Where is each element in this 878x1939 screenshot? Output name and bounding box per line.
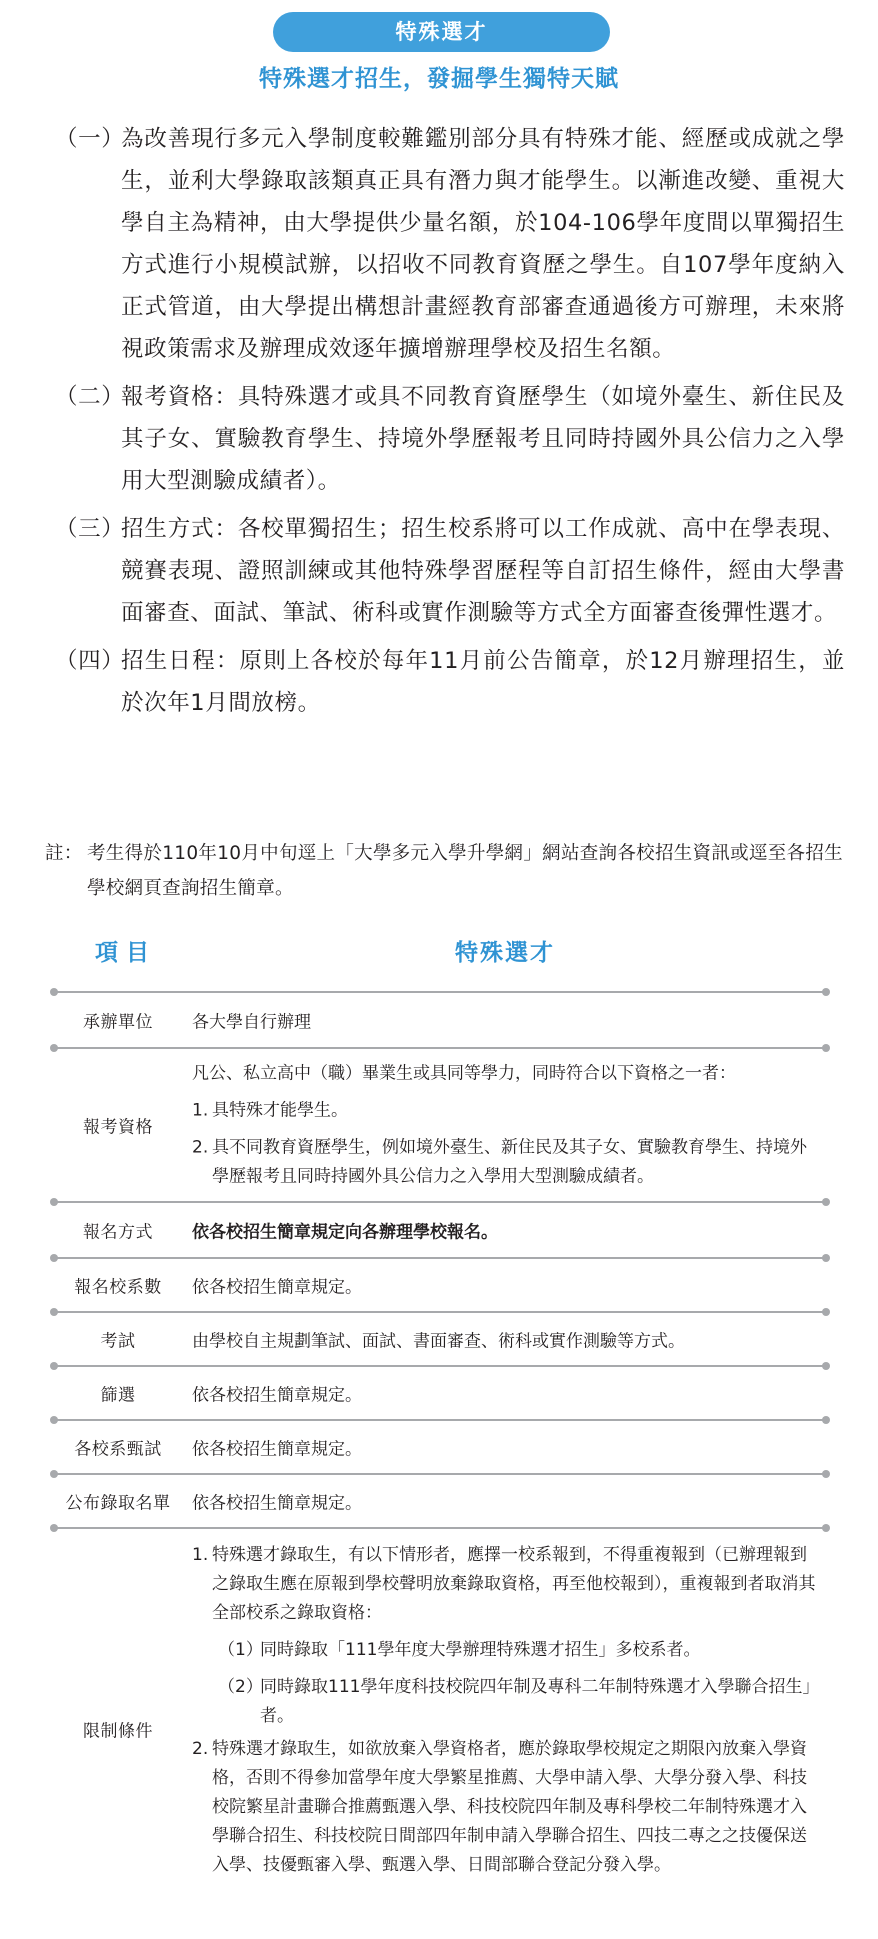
- row-label: 篩選: [100, 1385, 136, 1406]
- table-row-eligibility: [54, 1049, 826, 1201]
- intro-item: [55, 376, 845, 502]
- table-row-count: [54, 1259, 826, 1311]
- sub-list-item: [218, 1673, 822, 1731]
- list-item-text: 具特殊才能學生。: [212, 1100, 348, 1121]
- row-value: 依各校招生簡章規定向各辦理學校報名。: [192, 1222, 498, 1243]
- table-row-limits: [54, 1529, 826, 1929]
- row-label: 各校系甄試: [74, 1439, 162, 1460]
- intro-list: [55, 118, 845, 730]
- page-subtitle: 特殊選才招生，發掘學生獨特天賦: [259, 66, 619, 92]
- footnote-label: 註：: [45, 843, 83, 864]
- list-item: [192, 1541, 822, 1628]
- row-value: 由學校自主規劃筆試、面試、書面審查、術科或實作測驗等方式。: [192, 1331, 685, 1352]
- list-item-text: 特殊選才錄取生，有以下情形者，應擇一校系報到，不得重複報到（已辦理報到之錄取生應在原報到學校聲明放棄錄取資格，再至他校報到），重複報到者取消其全部校系之錄取資格：: [212, 1545, 816, 1623]
- row-value: 依各校招生簡章規定。: [192, 1385, 362, 1406]
- row-value: [192, 1059, 822, 1192]
- intro-item-text: 招生日程：原則上各校於每年11月前公告簡章，於12月辦理招生，並於次年1月間放榜。: [121, 648, 845, 716]
- list-item-number: 2.: [192, 1739, 209, 1759]
- row-label: 報考資格: [83, 1117, 153, 1138]
- row-label: 考試: [100, 1331, 136, 1352]
- sub-item-number: （1）: [218, 1640, 263, 1660]
- intro-item: [55, 118, 845, 370]
- list-item-number: 1.: [192, 1100, 209, 1121]
- intro-item-text: 招生方式：各校單獨招生；招生校系將可以工作成就、高中在學表現、競賽表現、證照訓練或其他特殊學習歷程等自訂招生條件，經由大學書面審查、面試、筆試、術科或實作測驗等方式全方面審查後彈性選才。: [121, 516, 845, 626]
- table-row-screen: [54, 1367, 826, 1419]
- row-value: 依各校招生簡章規定。: [192, 1493, 362, 1514]
- list-item-number: 1.: [192, 1545, 209, 1565]
- table-header-item: 項目: [95, 940, 157, 966]
- table-header-title: 特殊選才: [455, 940, 555, 966]
- footnote-text: 考生得於110年10月中旬逕上「大學多元入學升學網」網站查詢各校招生資訊或逕至各招生學校網頁查詢招生簡章。: [87, 843, 843, 899]
- sub-item-text: 同時錄取「111學年度大學辦理特殊選才招生」多校系者。: [260, 1640, 701, 1660]
- row-value: [192, 1541, 822, 1880]
- section-title-pill: 特殊選才: [273, 12, 610, 52]
- row-label: 報名校系數: [74, 1277, 162, 1298]
- eligibility-lead: 凡公、私立高中（職）畢業生或具同等學力，同時符合以下資格之一者：: [192, 1063, 736, 1084]
- row-value: 各大學自行辦理: [192, 1012, 311, 1033]
- table-row-organizer: [54, 993, 826, 1047]
- row-label: 承辦單位: [83, 1012, 153, 1033]
- footnote: [45, 836, 845, 906]
- table-header: [0, 934, 878, 974]
- table-row-apply: [54, 1203, 826, 1257]
- intro-item-number: （一）: [55, 126, 125, 152]
- table-row-exam: [54, 1313, 826, 1365]
- list-item: [192, 1134, 822, 1192]
- sub-list-item: [218, 1636, 822, 1665]
- sub-item-text: 同時錄取111學年度科技校院四年制及專科二年制特殊選才入學聯合招生」者。: [260, 1677, 820, 1726]
- row-label: 公布錄取名單: [65, 1493, 171, 1514]
- list-item: [192, 1735, 822, 1880]
- row-value: 依各校招生簡章規定。: [192, 1277, 362, 1298]
- table-row-announce: [54, 1475, 826, 1527]
- intro-item: [55, 508, 845, 634]
- row-label: 限制條件: [83, 1721, 153, 1742]
- list-item-number: 2.: [192, 1137, 209, 1158]
- list-item: [192, 1097, 822, 1126]
- intro-item: [55, 640, 845, 724]
- list-item-text: 特殊選才錄取生，如欲放棄入學資格者，應於錄取學校規定之期限內放棄入學資格，否則不得參加當學年度大學繁星推薦、大學申請入學、大學分發入學、科技校院繁星計畫聯合推薦甄選入學、科技校院四年制及專科學校二年制特殊選才入學聯合招生、科技校院日間部四年制申請入學聯合招生、四技二專之之技優保送入學、技優甄審入學、甄選入學、日間部聯合登記分發入學。: [212, 1739, 807, 1875]
- row-value: 依各校招生簡章規定。: [192, 1439, 362, 1460]
- table-row-selection: [54, 1421, 826, 1473]
- intro-item-text: 為改善現行多元入學制度較難鑑別部分具有特殊才能、經歷或成就之學生，並利大學錄取該類真正具有潛力與才能學生。以漸進改變、重視大學自主為精神，由大學提供少量名額，於104-106學年度間以單獨招生方式進行小規模試辦，以招收不同教育資歷之學生。自107學年度納入正式管道，由大學提出構想計畫經教育部審查通過後方可辦理，未來將視政策需求及辦理成效逐年擴增辦理學校及招生名額。: [121, 126, 845, 362]
- intro-item-number: （四）: [55, 648, 125, 674]
- row-label: 報名方式: [83, 1222, 153, 1243]
- intro-item-number: （二）: [55, 384, 125, 410]
- list-item-text: 具不同教育資歷學生，例如境外臺生、新住民及其子女、實驗教育學生、持境外學歷報考且同時持國外具公信力之入學用大型測驗成績者。: [212, 1137, 807, 1187]
- intro-item-number: （三）: [55, 516, 125, 542]
- intro-item-text: 報考資格：具特殊選才或具不同教育資歷學生（如境外臺生、新住民及其子女、實驗教育學生、持境外學歷報考且同時持國外具公信力之入學用大型測驗成績者）。: [121, 384, 845, 494]
- sub-item-number: （2）: [218, 1677, 263, 1697]
